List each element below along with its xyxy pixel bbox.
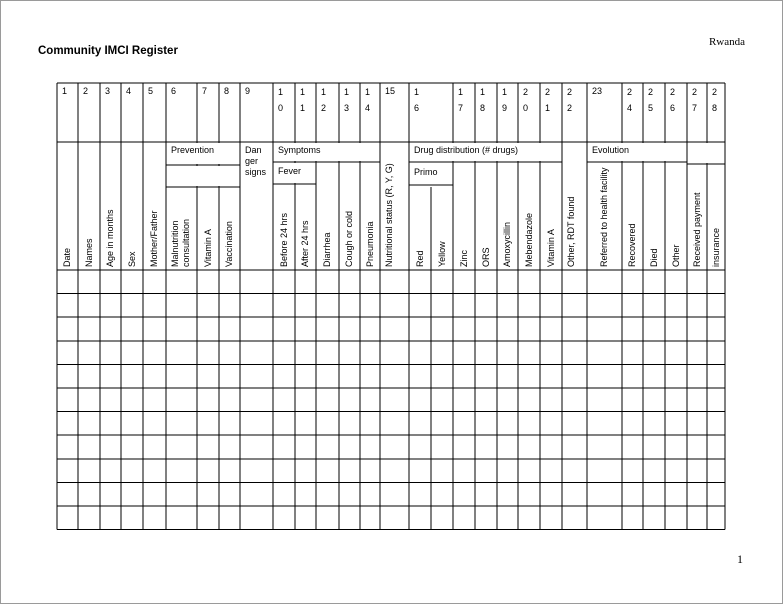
- column-number: 1: [62, 86, 68, 96]
- group-fever: Fever: [278, 166, 302, 176]
- column-label-danger-signs: Dan ger signs: [245, 145, 267, 177]
- column-number: 11: [300, 87, 306, 113]
- column-number: 25: [648, 87, 654, 113]
- column-number: 4: [126, 86, 132, 96]
- column-label: Vaccination: [224, 221, 234, 267]
- column-number: 17: [458, 87, 464, 113]
- column-label: insurance: [711, 227, 721, 267]
- column-label: Received payment: [692, 192, 702, 267]
- column-number: 24: [627, 87, 633, 113]
- page-number: 1: [737, 552, 743, 566]
- header-merge-mask: [167, 166, 239, 186]
- column-label: Mother/Father: [149, 210, 159, 267]
- column-label: Recovered: [627, 223, 637, 267]
- group-drug-distribution: Drug distribution (# drugs): [414, 145, 519, 155]
- column-number: 22: [567, 87, 573, 113]
- column-label: Before 24 hrs: [279, 212, 289, 267]
- column-label: Date: [62, 247, 72, 267]
- column-label: Cough or cold: [344, 210, 354, 267]
- column-number: 10: [278, 87, 284, 113]
- column-label: Names: [84, 238, 94, 267]
- column-number: 3: [105, 86, 111, 96]
- column-label: Yellow: [437, 241, 447, 267]
- column-label: Mebendazole: [524, 212, 534, 267]
- header-merge-mask: [688, 143, 724, 163]
- column-label: ORS: [481, 247, 491, 267]
- column-number: 19: [502, 87, 508, 113]
- column-number: 26: [670, 87, 676, 113]
- column-number: 27: [692, 87, 698, 113]
- column-number: 8: [224, 86, 230, 96]
- column-label: Other: [671, 244, 681, 267]
- column-label: Red: [415, 250, 425, 267]
- column-number: 18: [480, 87, 486, 113]
- column-number: 12: [321, 87, 327, 113]
- country-label: Rwanda: [708, 36, 745, 48]
- column-label: Age in months: [105, 209, 115, 267]
- column-number: 2: [83, 86, 89, 96]
- column-number: 6: [171, 86, 177, 96]
- column-label: Zinc: [459, 249, 469, 267]
- column-number: 5: [148, 86, 154, 96]
- column-label: Died: [649, 248, 659, 267]
- column-label: Malnutrition consultation: [170, 218, 191, 267]
- column-label: Pneumonia: [365, 221, 375, 267]
- column-label: Diarrhea: [322, 232, 332, 267]
- column-label: Amoxycillin: [502, 221, 512, 267]
- group-symptoms: Symptoms: [278, 145, 321, 155]
- column-number: 14: [365, 87, 371, 113]
- column-number: 28: [712, 87, 718, 113]
- column-number: 21: [545, 87, 551, 113]
- column-label: Vitamin A: [546, 229, 556, 267]
- column-label: Vitamin A: [203, 229, 213, 267]
- group-prevention: Prevention: [171, 145, 215, 155]
- column-number: 9: [245, 86, 251, 96]
- group-primo: Primo: [414, 167, 438, 177]
- column-label: Other, RDT found: [566, 196, 576, 267]
- column-number: 20: [523, 87, 529, 113]
- column-number: 7: [202, 86, 208, 96]
- column-number: 16: [414, 87, 420, 113]
- column-label: Nutritional status (R, Y, G): [384, 163, 394, 267]
- group-evolution: Evolution: [592, 145, 630, 155]
- column-number: 23: [592, 86, 603, 96]
- column-number: 15: [385, 86, 396, 96]
- column-label: After 24 hrs: [300, 220, 310, 267]
- column-number: 13: [344, 87, 350, 113]
- column-label: Referred to health facility: [599, 167, 609, 267]
- column-label: Sex: [127, 251, 137, 267]
- register-title: Community IMCI Register: [38, 45, 178, 57]
